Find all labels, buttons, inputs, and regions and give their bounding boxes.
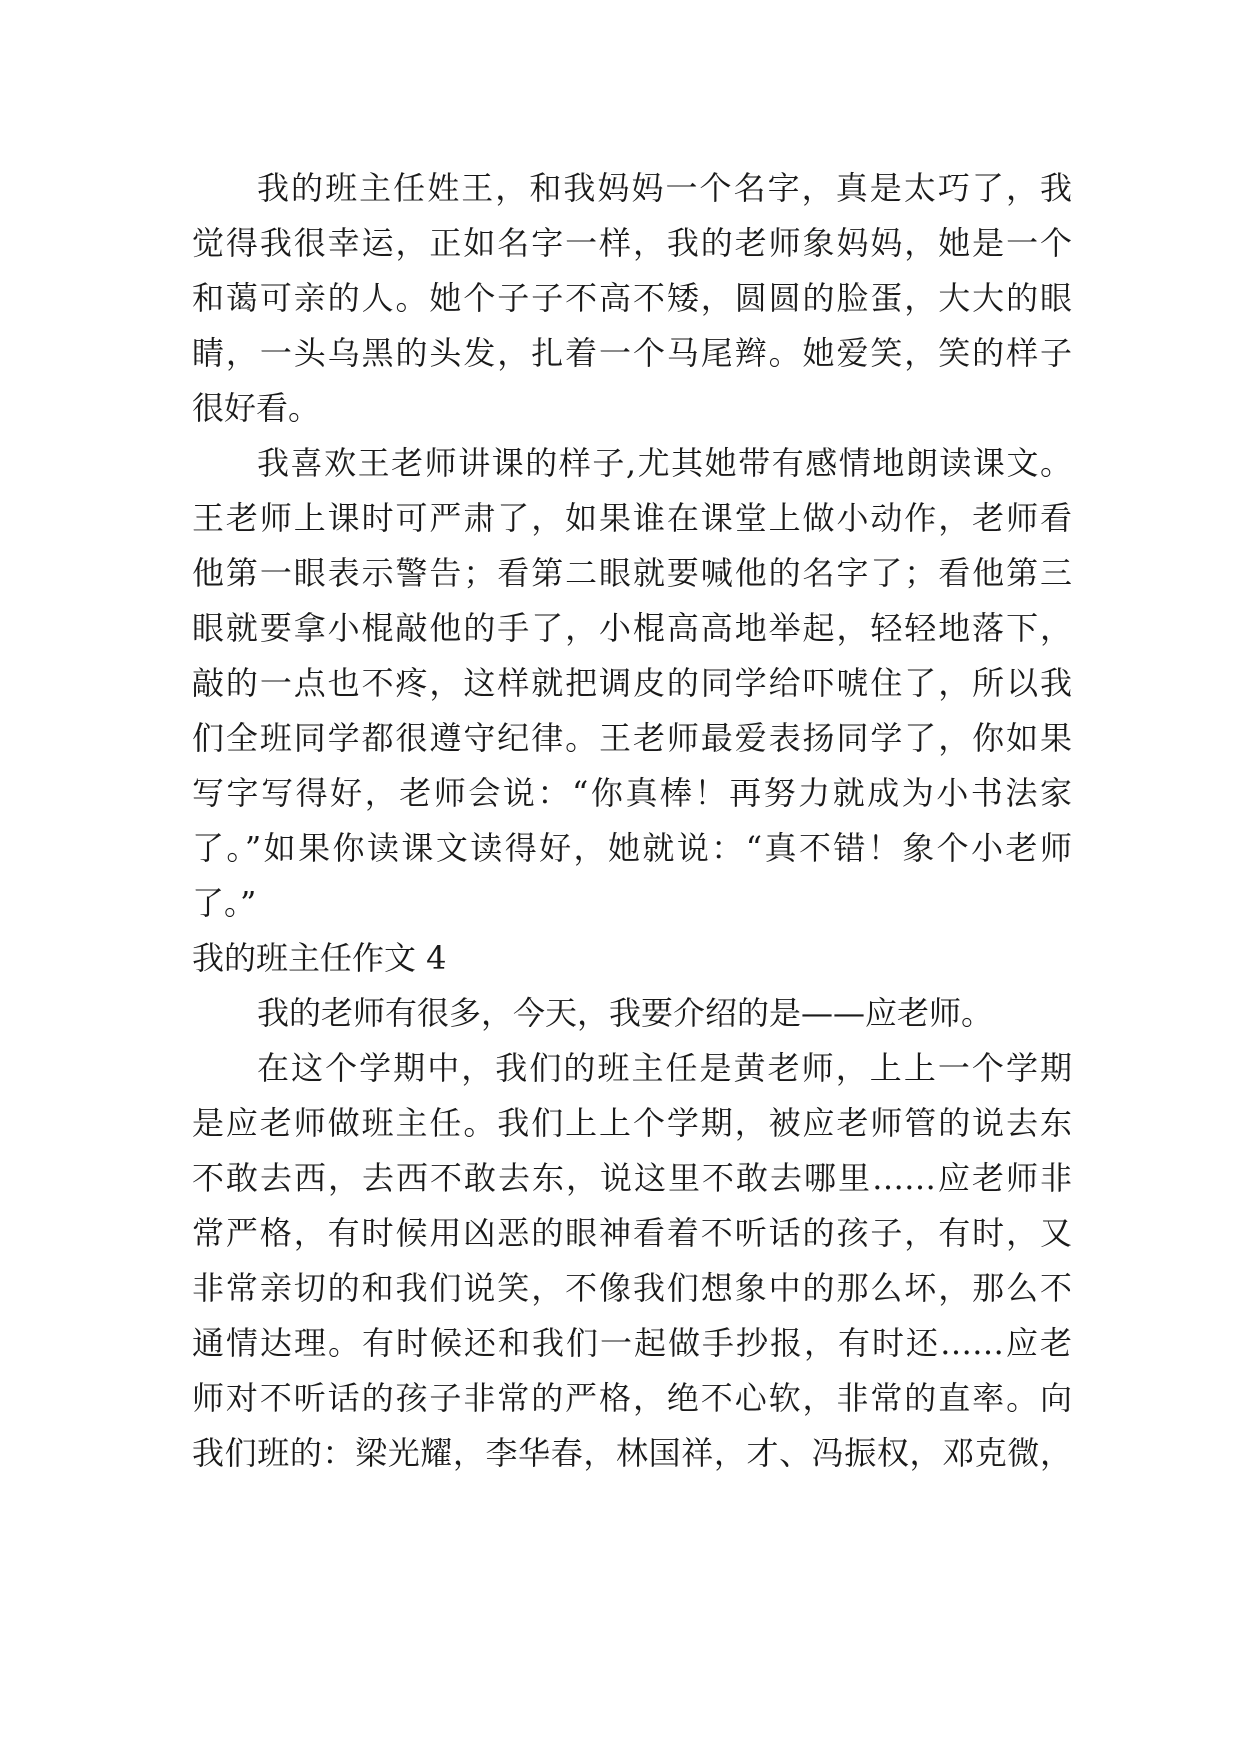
paragraph-1-line-5: 很好看。	[192, 389, 321, 427]
paragraph-1-line-3: 和蔼可亲的人。她个子子不高不矮，圆圆的脸蛋，大大的眼	[192, 279, 1072, 317]
paragraph-4-line-5: 非常亲切的和我们说笑，不像我们想象中的那么坏，那么不	[192, 1269, 1072, 1307]
paragraph-1-line-2: 觉得我很幸运，正如名字一样，我的老师象妈妈，她是一个	[192, 224, 1072, 262]
paragraph-3-line-1: 我的老师有很多，今天，我要介绍的是——应老师。	[257, 994, 994, 1032]
paragraph-2-line-7: 写字写得好，老师会说：“你真棒！再努力就成为小书法家	[192, 774, 1072, 812]
paragraph-4-line-2: 是应老师做班主任。我们上上个学期，被应老师管的说去东	[192, 1104, 1072, 1142]
paragraph-4-line-3: 不敢去西，去西不敢去东，说这里不敢去哪里……应老师非	[192, 1159, 1072, 1197]
paragraph-4-line-6: 通情达理。有时候还和我们一起做手抄报，有时还……应老	[192, 1324, 1072, 1362]
paragraph-2-line-1: 我喜欢王老师讲课的样子,尤其她带有感情地朗读课文。	[257, 444, 1072, 482]
paragraph-2-line-2: 王老师上课时可严肃了，如果谁在课堂上做小动作，老师看	[192, 499, 1072, 537]
paragraph-2-line-3: 他第一眼表示警告；看第二眼就要喊他的名字了；看他第三	[192, 554, 1072, 592]
paragraph-2-line-4: 眼就要拿小棍敲他的手了，小棍高高地举起，轻轻地落下，	[192, 609, 1072, 647]
paragraph-4-line-7: 师对不听话的孩子非常的严格，绝不心软，非常的直率。向	[192, 1379, 1072, 1417]
paragraph-2-line-8: 了。”如果你读课文读得好，她就说：“真不错！象个小老师	[192, 829, 1072, 867]
paragraph-2-line-6: 们全班同学都很遵守纪律。王老师最爱表扬同学了，你如果	[192, 719, 1072, 757]
paragraph-1-line-1: 我的班主任姓王，和我妈妈一个名字，真是太巧了，我	[257, 169, 1072, 207]
section-heading: 我的班主任作文 4	[192, 939, 447, 977]
paragraph-4-line-1: 在这个学期中，我们的班主任是黄老师，上上一个学期	[257, 1049, 1072, 1087]
paragraph-4-line-4: 常严格，有时候用凶恶的眼神看着不听话的孩子，有时，又	[192, 1214, 1072, 1252]
paragraph-4-line-8: 我们班的：梁光耀，李华春，林国祥，才、冯振权，邓克微，	[192, 1434, 1072, 1472]
paragraph-2-line-9: 了。”	[192, 884, 257, 922]
paragraph-1-line-4: 睛，一头乌黑的头发，扎着一个马尾辫。她爱笑，笑的样子	[192, 334, 1072, 372]
paragraph-2-line-5: 敲的一点也不疼，这样就把调皮的同学给吓唬住了，所以我	[192, 664, 1072, 702]
